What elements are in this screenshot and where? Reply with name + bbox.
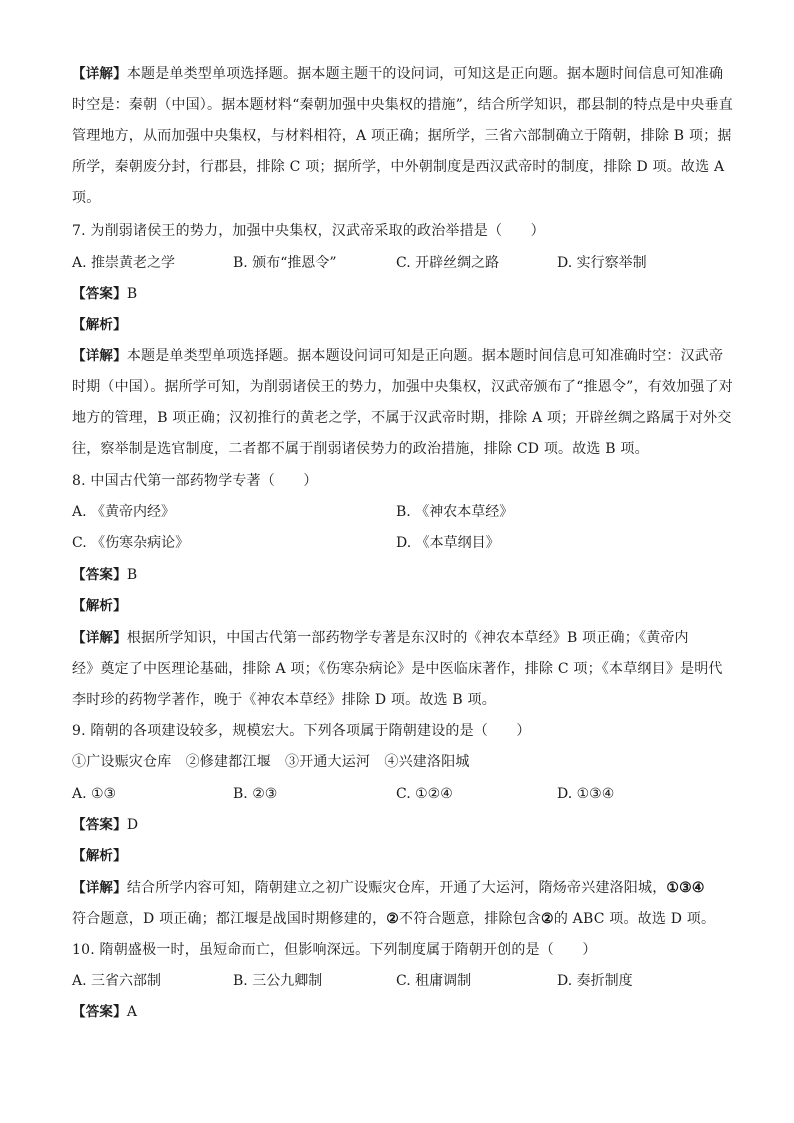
q8-answer: 【答案】B [72,567,138,583]
q9-option-b: B. ②③ [233,786,278,802]
q6-detail-line-4: 所学，秦朝废分封，行郡县，排除 C 项；据所学，中外朝制度是西汉武帝时的制度，排除 D 项。故选 A [72,159,725,175]
q6-detail-line-3: 管理地方，从而加强中央集权，与材料相符，A 项正确；据所学，三省六部制确立于隋朝，排除 B 项；据 [72,128,732,144]
q10-option-d: D. 奏折制度 [557,973,633,989]
q10-option-a: A. 三省六部制 [72,973,162,989]
q7-detail-line-1: 【详解】本题是单类型单项选择题。据本题设问词可知是正向题。据本题时间信息可知准确时空：汉武帝 [72,348,724,364]
q8-detail-line-3: 李时珍的药物学著作，晚于《神农本草经》排除 D 项。故选 B 项。 [72,692,496,708]
q7-option-b: B. 颁布“推恩令” [233,255,337,271]
detail-tag: 【详解】 [72,66,127,82]
q7-detail-line-4: 往，察举制是选官制度，二者都不属于削弱诸侯势力的政治措施，排除 CD 项。故选 B 项。 [72,441,649,457]
q7-analysis-tag: 【解析】 [72,317,127,333]
q9-analysis-tag: 【解析】 [72,848,127,864]
q9-stem: 9. 隋朝的各项建设较多，规模宏大。下列各项属于隋朝建设的是（ ） [72,723,531,739]
q8-detail-line-1: 【详解】根据所学知识，中国古代第一部药物学专著是东汉时的《神农本草经》B 项正确；《黄帝内 [72,630,689,646]
q10-option-c: C. 租庸调制 [396,973,472,989]
q9-detail-line-2: 符合题意，D 项正确；都江堰是战国时期修建的，②不符合题意，排除包含②的 ABC 项。故选 D 项。 [72,911,716,927]
q9-option-d: D. ①③④ [557,786,615,802]
q7-option-d: D. 实行察举制 [557,255,647,271]
q9-items: ①广设赈灾仓库 ②修建都江堰 ③开通大运河 ④兴建洛阳城 [72,754,470,770]
q7-detail-line-3: 地方的管理，B 项正确；汉初推行的黄老之学，不属于汉武帝时期，排除 A 项；开辟丝绸之路属于对外交 [72,410,732,426]
q8-option-d: D. 《本草纲目》 [396,535,500,551]
q8-option-b: B. 《神农本草经》 [396,504,514,520]
q9-option-c: C. ①②④ [396,786,453,802]
q9-option-a: A. ①③ [72,786,117,802]
q7-stem: 7. 为削弱诸侯王的势力，加强中央集权，汉武帝采取的政治举措是（ ） [72,223,545,239]
q10-answer: 【答案】A [72,1004,138,1020]
q6-detail-line-1: 【详解】本题是单类型单项选择题。据本题主题干的设问词，可知这是正向题。据本题时间信息可知准确 [72,66,724,82]
q8-option-a: A. 《黄帝内经》 [72,504,176,520]
q8-stem: 8. 中国古代第一部药物学专著（ ） [72,473,318,489]
q8-analysis-tag: 【解析】 [72,598,127,614]
q7-detail-line-2: 时期（中国）。据所学可知，为削弱诸侯王的势力，加强中央集权，汉武帝颁布了“推恩令”，有效加强了对 [72,379,733,395]
q7-option-a: A. 推崇黄老之学 [72,255,176,271]
q10-option-b: B. 三公九卿制 [233,973,323,989]
q8-detail-line-2: 经》奠定了中医理论基础，排除 A 项；《伤寒杂病论》是中医临床著作，排除 C 项；《本草纲目》是明代 [72,661,723,677]
q6-detail-line-2: 时空是：秦朝（中国）。据本题材料“秦朝加强中央集权的措施”，结合所学知识，郡县制的特点是中央垂直 [72,97,733,113]
q8-option-c: C. 《伤寒杂病论》 [72,535,190,551]
q10-stem: 10. 隋朝盛极一时，虽短命而亡，但影响深远。下列制度属于隋朝开创的是（ ） [72,942,597,958]
q9-detail-line-1: 【详解】结合所学内容可知，隋朝建立之初广设赈灾仓库，开通了大运河，隋炀帝兴建洛阳城，①③④ [72,880,705,896]
q7-option-c: C. 开辟丝绸之路 [396,255,500,271]
q6-detail-line-5: 项。 [72,190,101,206]
q9-answer: 【答案】D [72,817,139,833]
q7-answer: 【答案】B [72,286,138,302]
